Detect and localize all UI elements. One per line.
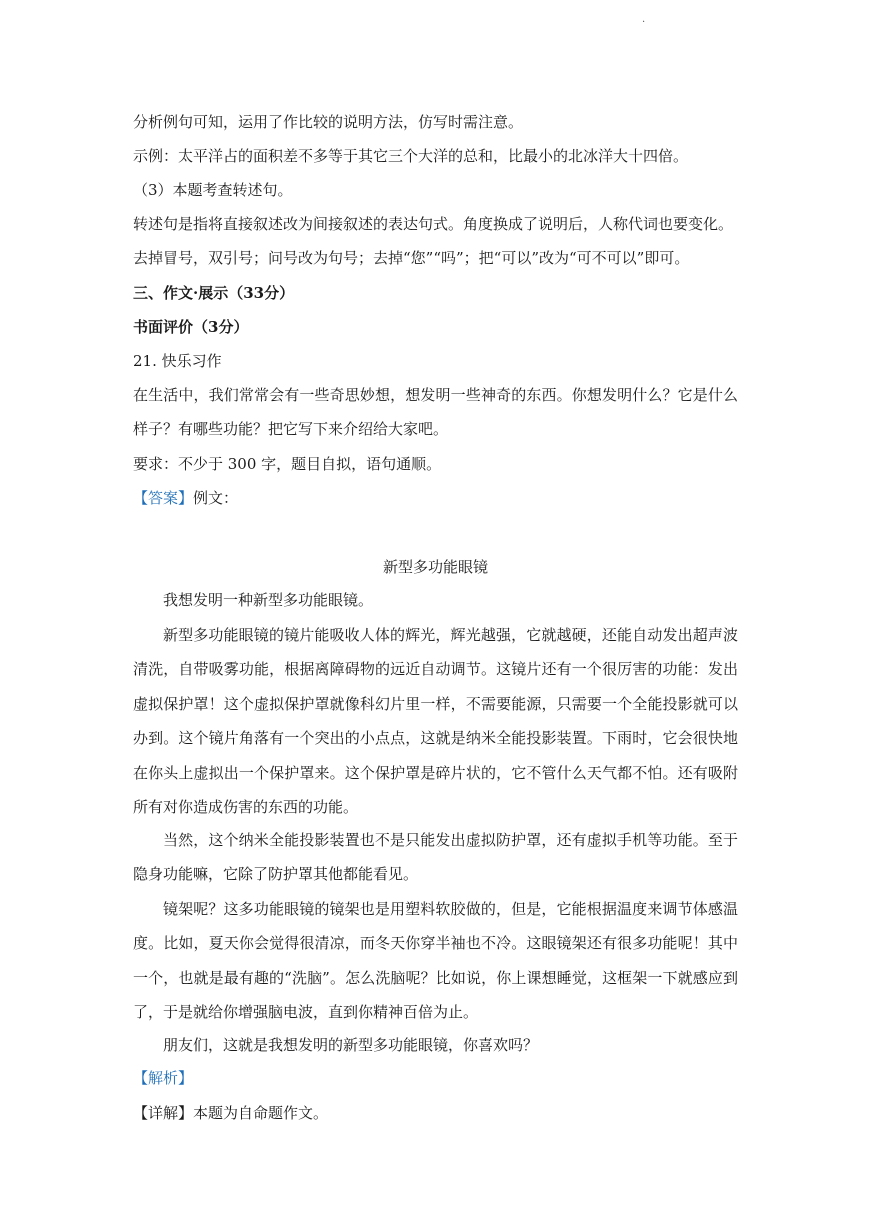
analysis-detail-tag: 【详解】 [133,1104,194,1122]
question-prompt: 在生活中，我们常常会有一些奇思妙想，想发明一些神奇的东西。你想发明什么？它是什么样子？有哪些功能？把它写下来介绍给大家吧。 [133,386,738,438]
answer-tag: 【答案】 [133,489,194,507]
essay-paragraph-3: 当然，这个纳米全能投影装置也不是只能发出虚拟防护罩，还有虚拟手机等功能。至于隐身功能嘛，它除了防护罩其他都能看见。 [133,831,738,884]
answer-line [133,487,743,509]
essay-paragraph-1: 我想发明一种新型多功能眼镜。 [163,591,374,609]
analysis-detail-text: 本题为自命题作文。 [193,1104,329,1122]
analysis-line-2: 示例：太平洋占的面积差不多等于其它三个大洋的总和，比最小的北冰洋大十四倍。 [133,147,689,165]
analysis-tag: 【解析】 [133,1069,194,1087]
analysis-line-1: 分析例句可知，运用了作比较的说明方法，仿写时需注意。 [133,113,524,131]
analysis-line-3: （3）本题考查转述句。 [133,181,293,199]
analysis-line-4: 转述句是指将直接叙述改为间接叙述的表达句式。角度换成了说明后，人称代词也要变化。 [133,215,734,233]
section-subheading: 书面评价（3分） [133,318,249,336]
question-title: 21. 快乐习作 [133,352,222,370]
page-marker-dot: . [642,14,646,25]
section-heading: 三、作文·展示（33分） [133,284,295,302]
analysis-detail [133,1102,743,1124]
essay-paragraph-4: 镜架呢？这多功能眼镜的镜架也是用塑料软胶做的，但是，它能根据温度来调节体感温度。比如，夏天你会觉得很清凉，而冬天你穿半袖也不冷。这眼镜架还有很多功能呢！其中一个，也就是最有趣的“洗脑”。怎么洗脑呢？比如说，你上课想睡觉，这框架一下就感应到了，于是就给你增强脑电波，直到你精神百倍为止。 [133,900,738,1022]
answer-label: 例文： [193,489,239,507]
essay-paragraph-5: 朋友们，这就是我想发明的新型多功能眼镜，你喜欢吗？ [163,1036,539,1054]
essay-title: 新型多功能眼镜 [382,558,488,576]
question-requirement: 要求：不少于 300 字，题目自拟，语句通顺。 [133,455,442,473]
essay-paragraph-2: 新型多功能眼镜的镜片能吸收人体的辉光，辉光越强，它就越硬，还能自动发出超声波清洗，自带吸雾功能，根据离障碍物的远近自动调节。这镜片还有一个很厉害的功能：发出虚拟保护罩！这个虚拟保护罩就像科幻片里一样，不需要能源，只需要一个全能投影就可以办到。这个镜片角落有一个突出的小点点，这就是纳米全能投影装置。下雨时，它会很快地在你头上虚拟出一个保护罩来。这个保护罩是碎片状的，它不管什么天气都不怕。还有吸附所有对你造成伤害的东西的功能。 [133,626,738,817]
analysis-line-5: 去掉冒号，双引号；问号改为句号；去掉“您”“吗”；把“可以”改为“可不可以”即可。 [133,249,690,267]
